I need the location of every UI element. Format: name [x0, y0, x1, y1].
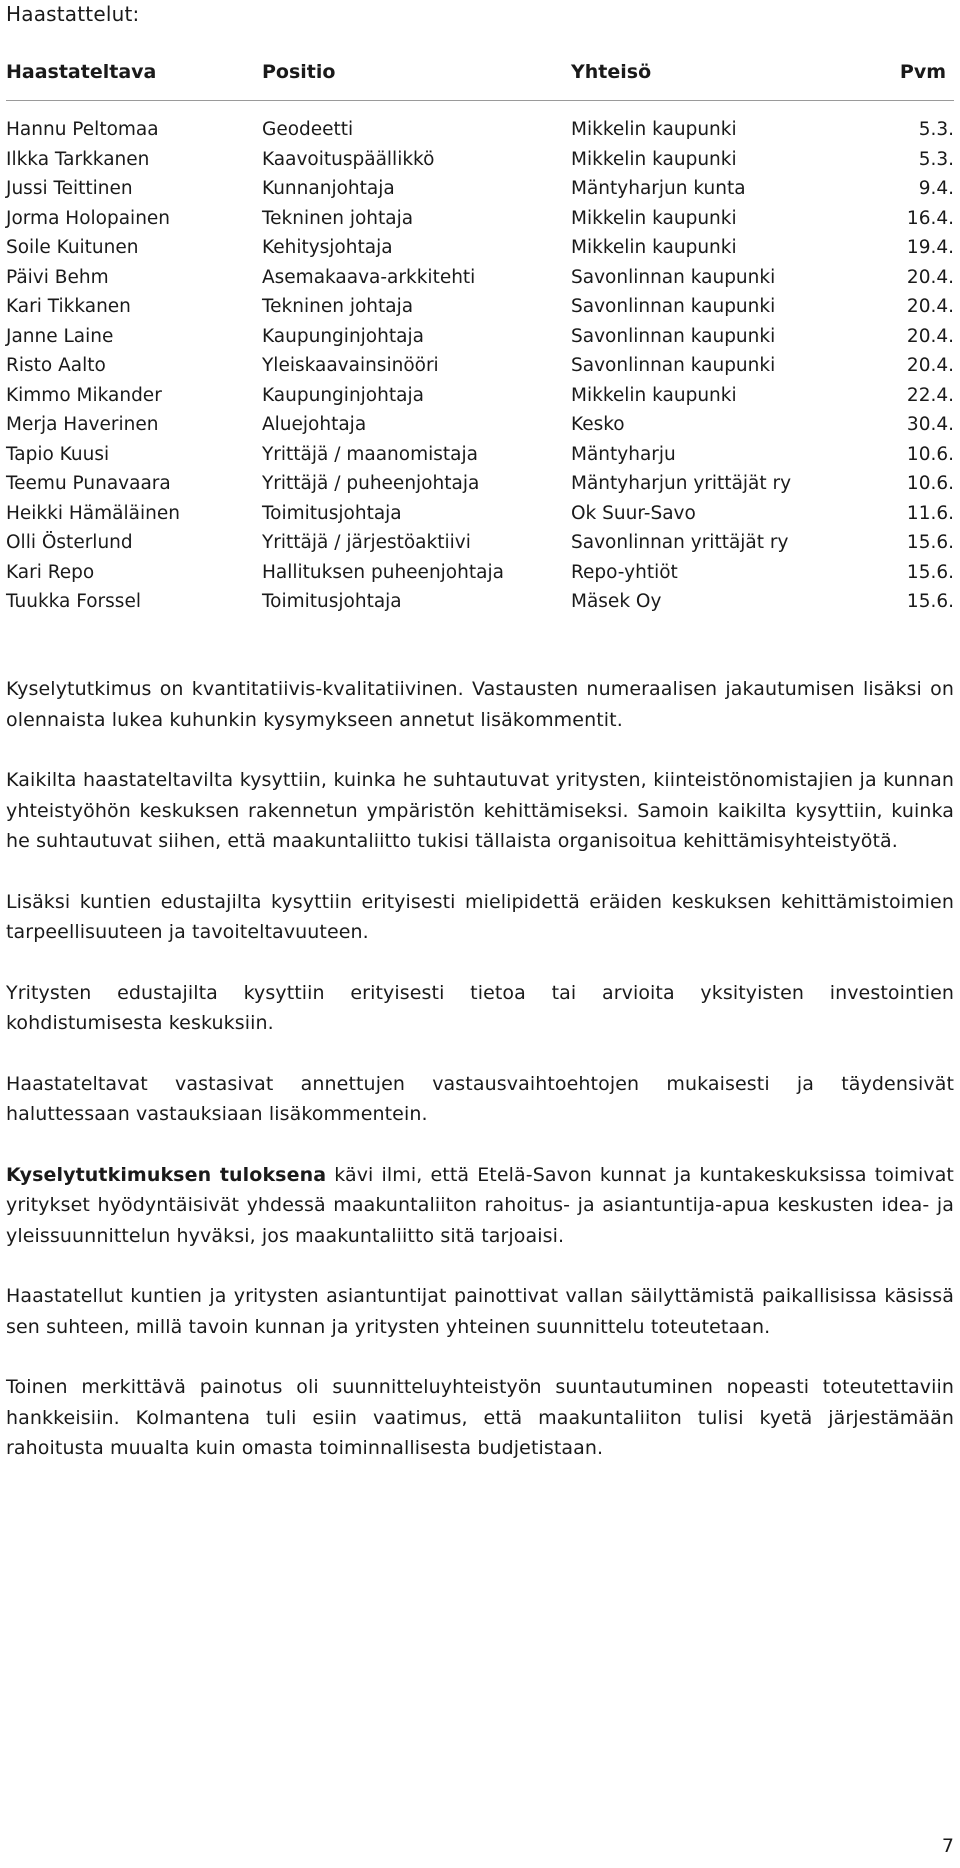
date-cell: 16.4.	[906, 207, 954, 229]
position-cell: Hallituksen puheenjohtaja	[262, 561, 504, 583]
organisation-cell: Savonlinnan yrittäjät ry	[571, 532, 789, 553]
position-cell: Yleiskaavainsinööri	[262, 355, 439, 376]
paragraph-6	[6, 1160, 954, 1252]
table-row	[6, 233, 954, 263]
header-organisation: Yhteisö	[571, 61, 652, 83]
interviewee-cell: Tapio Kuusi	[6, 443, 110, 465]
interviewee-cell: Kari Repo	[6, 561, 95, 583]
table-row	[6, 587, 954, 617]
header-interviewee: Haastateltava	[6, 61, 157, 83]
organisation-cell: Mäsek Oy	[571, 591, 662, 612]
table-header-row	[6, 58, 954, 86]
paragraph-4: Yritysten edustajilta kysyttiin erityisesti tietoa tai arvioita yksityisten investointien kohdistumisesta keskuksiin.	[6, 981, 954, 1034]
organisation-cell: Ok Suur-Savo	[571, 502, 696, 524]
paragraph-8: Toinen merkittävä painotus oli suunnitteluyhteistyön suuntautuminen nopeasti toteutettaviin hankkeisiin. Kolmantena tuli esiin vaatimus, että maakuntaliiton tulisi kyetä järjestämään rahoitusta muualta kuin omasta toiminnallisesta budjetistaan.	[6, 1376, 954, 1459]
table-row	[6, 469, 954, 499]
date-cell: 22.4.	[906, 384, 954, 406]
position-cell: Yrittäjä / järjestöaktiivi	[262, 532, 471, 553]
position-cell: Geodeetti	[262, 119, 354, 140]
table-row	[6, 440, 954, 470]
organisation-cell: Mäntyharju	[571, 443, 676, 465]
date-cell: 15.6.	[906, 561, 954, 583]
position-cell: Kehitysjohtaja	[262, 237, 393, 258]
table-row	[6, 499, 954, 529]
organisation-cell: Savonlinnan kaupunki	[571, 266, 776, 288]
position-cell: Kaupunginjohtaja	[262, 325, 424, 347]
date-cell: 30.4.	[906, 414, 954, 435]
table-row	[6, 558, 954, 588]
organisation-cell: Mikkelin kaupunki	[571, 119, 737, 140]
date-cell: 20.4.	[906, 296, 954, 317]
position-cell: Toimitusjohtaja	[262, 502, 402, 524]
table-body	[6, 115, 954, 617]
interviewee-cell: Jussi Teittinen	[6, 178, 133, 199]
date-cell: 10.6.	[906, 473, 954, 494]
table-row	[6, 351, 954, 381]
table-row	[6, 322, 954, 352]
interviewee-cell: Merja Haverinen	[6, 414, 159, 435]
date-cell: 20.4.	[906, 355, 954, 376]
paragraph-6-text: kävi ilmi, että Etelä-Savon kunnat ja kuntakeskuksissa toimivat yritykset hyödyntäisivät yhdessä maakuntaliiton rahoitus- ja asiantuntija-apua keskusten idea- ja yleissuunnittelun hyväksi, jos maakuntaliitto sitä tarjoaisi.	[6, 1163, 954, 1247]
organisation-cell: Savonlinnan kaupunki	[571, 325, 776, 347]
table-row	[6, 115, 954, 145]
interviewee-cell: Soile Kuitunen	[6, 237, 139, 258]
interviewees-table	[6, 58, 954, 612]
interviewee-cell: Hannu Peltomaa	[6, 119, 159, 140]
interviewee-cell: Risto Aalto	[6, 355, 106, 376]
paragraph-5: Haastateltavat vastasivat annettujen vastausvaihtoehtojen mukaisesti ja täydensivät haluttessaan vastauksiaan lisäkommentein.	[6, 1072, 954, 1125]
position-cell: Tekninen johtaja	[262, 207, 414, 229]
position-cell: Toimitusjohtaja	[262, 591, 402, 612]
page-heading: Haastattelut:	[6, 2, 140, 26]
header-divider	[6, 100, 954, 101]
position-cell: Yrittäjä / puheenjohtaja	[262, 473, 480, 494]
date-cell: 10.6.	[906, 443, 954, 465]
interviewee-cell: Heikki Hämäläinen	[6, 502, 180, 524]
interviewee-cell: Janne Laine	[6, 325, 114, 347]
position-cell: Kaavoituspäällikkö	[262, 148, 435, 170]
organisation-cell: Kesko	[571, 414, 625, 435]
date-cell: 5.3.	[918, 119, 954, 140]
date-cell: 15.6.	[906, 591, 954, 612]
table-row	[6, 292, 954, 322]
organisation-cell: Mikkelin kaupunki	[571, 237, 737, 258]
organisation-cell: Savonlinnan kaupunki	[571, 355, 776, 376]
table-row	[6, 204, 954, 234]
date-cell: 5.3.	[918, 148, 954, 170]
position-cell: Kaupunginjohtaja	[262, 384, 424, 406]
header-date: Pvm	[899, 61, 946, 83]
position-cell: Yrittäjä / maanomistaja	[262, 443, 478, 465]
table-row	[6, 263, 954, 293]
organisation-cell: Mikkelin kaupunki	[571, 384, 737, 406]
date-cell: 15.6.	[906, 532, 954, 553]
date-cell: 20.4.	[906, 266, 954, 288]
header-position: Positio	[262, 61, 336, 83]
interviewee-cell: Kimmo Mikander	[6, 384, 162, 406]
table-row	[6, 145, 954, 175]
date-cell: 11.6.	[906, 502, 954, 524]
paragraph-1: Kyselytutkimus on kvantitatiivis-kvalitatiivinen. Vastausten numeraalisen jakautumisen lisäksi on olennaista lukea kuhunkin kysymykseen annetut lisäkommentit.	[6, 678, 954, 731]
paragraph-6-bold-lead: Kyselytutkimuksen tuloksena	[6, 1163, 327, 1186]
page-number: 7	[941, 1835, 954, 1857]
interviewee-cell: Teemu Punavaara	[6, 473, 171, 494]
body-text	[6, 674, 954, 1494]
organisation-cell: Savonlinnan kaupunki	[571, 296, 776, 317]
organisation-cell: Mäntyharjun yrittäjät ry	[571, 473, 792, 494]
table-row	[6, 174, 954, 204]
paragraph-3: Lisäksi kuntien edustajilta kysyttiin erityisesti mielipidettä eräiden keskuksen kehittämistoimien tarpeellisuuteen ja tavoiteltavuuteen.	[6, 890, 954, 943]
interviewee-cell: Kari Tikkanen	[6, 296, 131, 317]
organisation-cell: Mäntyharjun kunta	[571, 178, 746, 199]
interviewee-cell: Ilkka Tarkkanen	[6, 148, 150, 170]
position-cell: Kunnanjohtaja	[262, 178, 395, 199]
date-cell: 19.4.	[906, 237, 954, 258]
interviewee-cell: Jorma Holopainen	[6, 207, 171, 229]
date-cell: 9.4.	[918, 178, 954, 199]
organisation-cell: Mikkelin kaupunki	[571, 148, 737, 170]
interviewee-cell: Olli Österlund	[6, 532, 133, 553]
table-row	[6, 381, 954, 411]
interviewee-cell: Päivi Behm	[6, 266, 109, 288]
interviewee-cell: Tuukka Forssel	[6, 591, 141, 612]
position-cell: Aluejohtaja	[262, 414, 367, 435]
date-cell: 20.4.	[906, 325, 954, 347]
table-row	[6, 528, 954, 558]
paragraph-7: Haastatellut kuntien ja yritysten asiantuntijat painottivat vallan säilyttämistä paikallisissa käsissä sen suhteen, millä tavoin kunnan ja yritysten yhteinen suunnittelu toteutetaan.	[6, 1285, 954, 1338]
table-row	[6, 410, 954, 440]
position-cell: Asemakaava-arkkitehti	[262, 266, 476, 288]
organisation-cell: Mikkelin kaupunki	[571, 207, 737, 229]
position-cell: Tekninen johtaja	[262, 296, 414, 317]
paragraph-2: Kaikilta haastateltavilta kysyttiin, kuinka he suhtautuvat yritysten, kiinteistönomistajien ja kunnan yhteistyöhön keskuksen rakennetun ympäristön kehittämiseksi. Samoin kaikilta kysyttiin, kuinka he suhtautuvat siihen, että maakuntaliitto tukisi tällaista organisoitua kehittämisyhteistyötä.	[6, 769, 954, 852]
organisation-cell: Repo-yhtiöt	[571, 561, 678, 583]
